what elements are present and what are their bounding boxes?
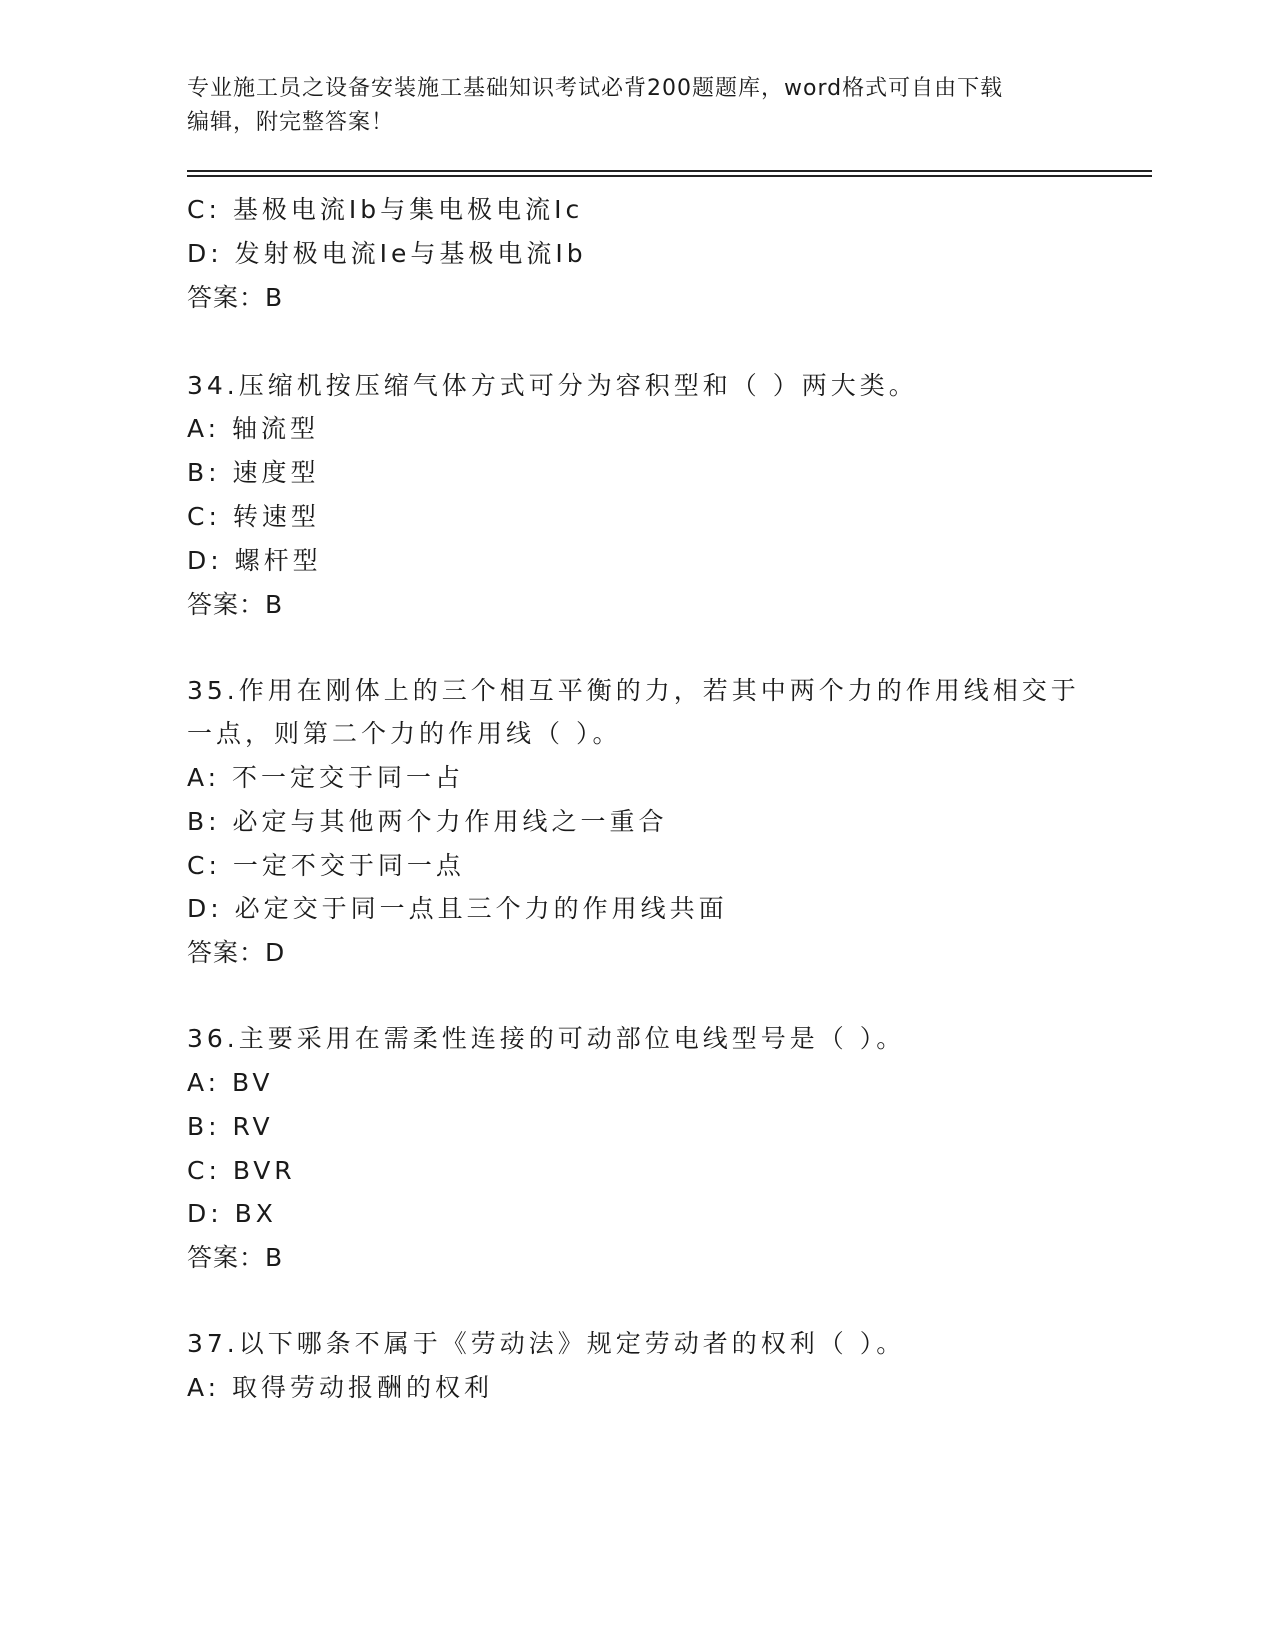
q34-stem: 34.压缩机按压缩气体方式可分为容积型和（ ）两大类。 xyxy=(187,371,918,400)
q33-answer: 答案：B xyxy=(187,283,284,312)
q35-stem-line-1: 35.作用在刚体上的三个相互平衡的力，若其中两个力的作用线相交于 xyxy=(187,676,1080,705)
q35-option-a: A: 不一定交于同一占 xyxy=(187,763,465,792)
q37-option-a: A: 取得劳动报酬的权利 xyxy=(187,1373,494,1402)
header-divider-bottom xyxy=(187,175,1152,177)
q35-answer: 答案：D xyxy=(187,938,286,967)
q33-option-c: C: 基极电流Ib与集电极电流Ic xyxy=(187,195,584,224)
q36-answer: 答案：B xyxy=(187,1243,284,1272)
q34-answer: 答案：B xyxy=(187,590,284,619)
q35-stem-line-2: 一点，则第二个力的作用线（ ）。 xyxy=(187,719,622,748)
header-title-line-1: 专业施工员之设备安装施工基础知识考试必背200题题库，word格式可自由下载 xyxy=(187,76,1004,101)
q34-option-b: B: 速度型 xyxy=(187,458,320,487)
q35-option-d: D: 必定交于同一点且三个力的作用线共面 xyxy=(187,894,728,923)
q34-option-d: D: 螺杆型 xyxy=(187,546,322,575)
q36-option-b: B: RV xyxy=(187,1112,274,1141)
q36-option-a: A: BV xyxy=(187,1068,274,1097)
q34-option-c: C: 转速型 xyxy=(187,502,320,531)
q37-stem: 37.以下哪条不属于《劳动法》规定劳动者的权利（ ）。 xyxy=(187,1329,906,1358)
q35-option-c: C: 一定不交于同一点 xyxy=(187,851,465,880)
q33-option-d: D: 发射极电流Ie与基极电流Ib xyxy=(187,239,587,268)
q36-option-d: D: BX xyxy=(187,1199,277,1228)
q36-stem: 36.主要采用在需柔性连接的可动部位电线型号是（ ）。 xyxy=(187,1024,906,1053)
q35-option-b: B: 必定与其他两个力作用线之一重合 xyxy=(187,807,668,836)
q36-option-c: C: BVR xyxy=(187,1156,296,1185)
header-divider-top xyxy=(187,170,1152,172)
document-header xyxy=(187,72,1067,140)
q34-option-a: A: 轴流型 xyxy=(187,414,320,443)
header-title-line-2: 编辑，附完整答案！ xyxy=(187,110,395,135)
